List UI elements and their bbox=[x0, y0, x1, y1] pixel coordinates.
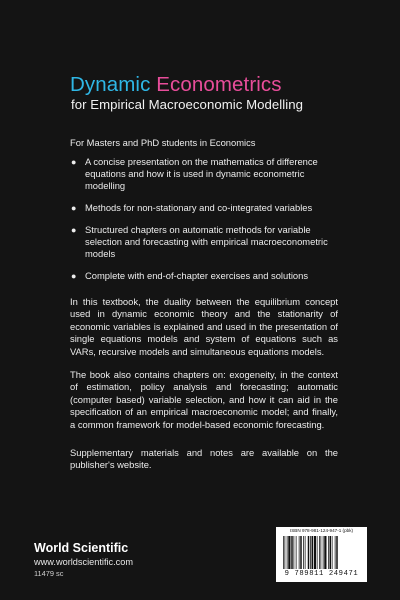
barcode-bar bbox=[294, 536, 295, 569]
barcode-bar bbox=[300, 536, 302, 569]
catalog-number: 11479 sc bbox=[34, 569, 64, 578]
description-paragraph-1: In this textbook, the duality between the equilibrium concept used in dynamic economic theory and the stationarity of economic variables is explained and used in the presentation of single equations models and system of equations such as VARs, recursive models and simultaneous equations models. bbox=[70, 296, 338, 357]
barcode-bar bbox=[321, 536, 322, 569]
feature-item bbox=[70, 202, 342, 214]
publisher-website: www.worldscientific.com bbox=[34, 557, 134, 567]
isbn-barcode bbox=[276, 527, 367, 582]
barcode-bar bbox=[296, 536, 297, 569]
barcode-bar bbox=[330, 536, 332, 569]
barcode-bar bbox=[283, 536, 284, 569]
barcode-bar bbox=[305, 536, 306, 569]
barcode-bar bbox=[310, 536, 311, 569]
description-paragraph-3: Supplementary materials and notes are available on the publisher's website. bbox=[70, 447, 338, 471]
feature-item bbox=[70, 270, 342, 282]
barcode-bar bbox=[332, 536, 333, 569]
barcode-bar bbox=[317, 536, 318, 569]
barcode-bar bbox=[323, 536, 324, 569]
description-paragraph-2: The book also contains chapters on: exogeneity, in the context of estimation, policy analysis and forecasting; automatic (computer based) variable selection, and how it can aid in the specification of an empirical macroeconomic model; and finally, a common framework for model-based economic forecasting. bbox=[70, 369, 338, 430]
book-title bbox=[70, 74, 282, 96]
barcode-bar bbox=[291, 536, 293, 569]
publisher-name: World Scientific bbox=[34, 541, 129, 555]
barcode-bar bbox=[288, 536, 290, 569]
isbn-text: ISBN 978-981-124-947-1 (pbk) bbox=[289, 528, 354, 533]
title-word-dynamic: Dynamic bbox=[70, 73, 151, 96]
audience-line: For Masters and PhD students in Economics bbox=[70, 137, 256, 148]
barcode-bar bbox=[324, 536, 326, 569]
barcode-digits: 9 789811 249471 bbox=[284, 570, 359, 578]
feature-list bbox=[70, 156, 342, 292]
feature-text: A concise presentation on the mathematics of difference equations and how it is used in dynamic econometric modelling bbox=[85, 156, 318, 192]
barcode-bar bbox=[314, 536, 316, 569]
feature-item bbox=[70, 156, 342, 193]
feature-text: Complete with end-of-chapter exercises and solutions bbox=[85, 269, 309, 281]
feature-item bbox=[70, 224, 342, 261]
bullet-icon: ● bbox=[71, 203, 77, 214]
barcode-bar bbox=[328, 536, 329, 569]
barcode-bar bbox=[299, 536, 300, 569]
barcode-bar bbox=[335, 536, 336, 569]
barcode-bar bbox=[336, 536, 338, 569]
barcode-bar bbox=[285, 536, 286, 569]
feature-text: Methods for non-stationary and co-integrated variables bbox=[85, 202, 313, 214]
barcode-bar bbox=[287, 536, 288, 569]
barcode-bar bbox=[319, 536, 320, 569]
bullet-icon: ● bbox=[71, 270, 77, 281]
barcode-bars bbox=[282, 536, 361, 569]
book-subtitle: for Empirical Macroeconomic Modelling bbox=[71, 97, 303, 112]
barcode-bar bbox=[308, 536, 310, 569]
bullet-icon: ● bbox=[71, 157, 77, 167]
title-word-econometrics: Econometrics bbox=[156, 73, 282, 96]
barcode-bar bbox=[312, 536, 314, 569]
bullet-icon: ● bbox=[71, 224, 77, 235]
feature-text: Structured chapters on automatic methods for variable selection and forecasting with empirical macroeconometric models bbox=[85, 223, 328, 260]
barcode-bar bbox=[303, 536, 304, 569]
